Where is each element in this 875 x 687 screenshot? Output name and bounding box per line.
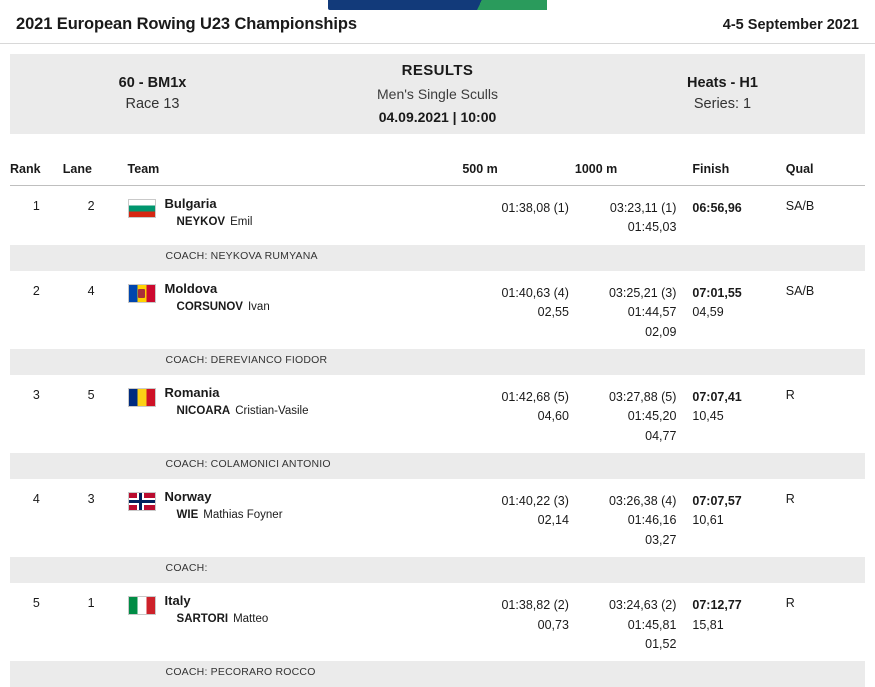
cell-lane: 3 bbox=[63, 479, 120, 557]
athlete-lastname: WIE bbox=[177, 509, 199, 521]
coach-spacer bbox=[63, 245, 120, 271]
athlete-firstname: Cristian-Vasile bbox=[235, 405, 308, 417]
coach-name: COACH: DEREVIANCO FIODOR bbox=[120, 349, 865, 375]
team-text bbox=[165, 197, 253, 228]
cell-rank: 3 bbox=[10, 375, 63, 453]
cell-lane: 2 bbox=[63, 186, 120, 245]
cell-team bbox=[120, 271, 463, 349]
coach-spacer bbox=[63, 453, 120, 479]
flag-icon-romania bbox=[128, 388, 156, 407]
split-delta: 04,60 bbox=[463, 407, 569, 426]
coach-name: COACH: NEYKOVA RUMYANA bbox=[120, 245, 865, 271]
coach-spacer bbox=[10, 453, 63, 479]
page-title: 2021 European Rowing U23 Championships bbox=[16, 15, 357, 34]
athlete-lastname: SARTORI bbox=[177, 613, 229, 625]
race-info-band bbox=[10, 54, 865, 134]
cell-500m: 01:38,82 (2) 00,73 bbox=[462, 583, 575, 661]
cell-finish: 06:56,96 bbox=[682, 186, 777, 245]
flag-icon-italy bbox=[128, 596, 156, 615]
team-text bbox=[165, 282, 270, 313]
split-delta: 02,09 bbox=[576, 323, 677, 342]
coach-spacer bbox=[63, 349, 120, 375]
event-dates: 4-5 September 2021 bbox=[723, 17, 859, 33]
cell-1000m: 03:24,63 (2) 01:45,81 01,52 bbox=[575, 583, 683, 661]
results-table-body bbox=[10, 186, 865, 687]
col-qual: Qual bbox=[778, 156, 865, 186]
table-row[interactable] bbox=[10, 375, 865, 453]
cell-team bbox=[120, 479, 463, 557]
athlete-firstname: Mathias Foyner bbox=[203, 509, 282, 521]
flag-icon-norway bbox=[128, 492, 156, 511]
coach-spacer bbox=[10, 557, 63, 583]
split-segment-time: 01:46,16 bbox=[576, 511, 677, 530]
split-delta: 02,14 bbox=[463, 511, 569, 530]
table-row[interactable] bbox=[10, 479, 865, 557]
race-number: Race 13 bbox=[10, 94, 295, 115]
split-segment-time: 01:45,20 bbox=[576, 407, 677, 426]
coach-spacer bbox=[63, 661, 120, 687]
table-header-row bbox=[10, 156, 865, 186]
results-table-head bbox=[10, 156, 865, 186]
col-lane: Lane bbox=[63, 156, 120, 186]
cell-qual: R bbox=[778, 583, 865, 661]
table-row[interactable] bbox=[10, 583, 865, 661]
coach-spacer bbox=[10, 661, 63, 687]
cell-finish: 07:01,55 04,59 bbox=[682, 271, 777, 349]
athlete-name bbox=[165, 405, 309, 417]
flag-icon-bulgaria bbox=[128, 199, 156, 218]
cell-1000m: 03:23,11 (1) 01:45,03 bbox=[575, 186, 683, 245]
split-delta: 04,77 bbox=[576, 427, 677, 446]
race-datetime: 04.09.2021 | 10:00 bbox=[295, 107, 580, 127]
cell-finish: 07:07,57 10,61 bbox=[682, 479, 777, 557]
split-delta: 02,55 bbox=[463, 303, 569, 322]
athlete-firstname: Emil bbox=[230, 216, 252, 228]
split-delta: 03,27 bbox=[576, 531, 677, 550]
split-delta: 00,73 bbox=[463, 616, 569, 635]
cell-rank: 4 bbox=[10, 479, 63, 557]
country-name: Moldova bbox=[165, 282, 270, 297]
coach-row bbox=[10, 245, 865, 271]
event-banner bbox=[0, 0, 875, 10]
split-segment-time: 01:45,03 bbox=[576, 218, 677, 237]
athlete-lastname: NEYKOV bbox=[177, 216, 226, 228]
cell-rank: 5 bbox=[10, 583, 63, 661]
results-info bbox=[295, 60, 580, 127]
col-team: Team bbox=[120, 156, 463, 186]
split-segment-time: 01:45,81 bbox=[576, 616, 677, 635]
finish-delta: 10,61 bbox=[692, 511, 771, 530]
round-label: Heats - H1 bbox=[580, 73, 865, 94]
team-text bbox=[165, 490, 283, 521]
athlete-name bbox=[165, 301, 270, 313]
cell-500m: 01:42,68 (5) 04,60 bbox=[462, 375, 575, 453]
cell-team bbox=[120, 583, 463, 661]
coach-name: COACH: COLAMONICI ANTONIO bbox=[120, 453, 865, 479]
event-code: 60 - BM1x bbox=[10, 73, 295, 94]
finish-delta: 04,59 bbox=[692, 303, 771, 322]
table-row[interactable] bbox=[10, 186, 865, 245]
cell-500m: 01:40,63 (4) 02,55 bbox=[462, 271, 575, 349]
coach-row bbox=[10, 661, 865, 687]
col-finish: Finish bbox=[682, 156, 777, 186]
col-rank: Rank bbox=[10, 156, 63, 186]
flag-icon-moldova bbox=[128, 284, 156, 303]
cell-500m: 01:40,22 (3) 02,14 bbox=[462, 479, 575, 557]
round-info bbox=[580, 73, 865, 115]
cell-finish: 07:07,41 10,45 bbox=[682, 375, 777, 453]
cell-1000m: 03:26,38 (4) 01:46,16 03,27 bbox=[575, 479, 683, 557]
cell-lane: 4 bbox=[63, 271, 120, 349]
cell-rank: 1 bbox=[10, 186, 63, 245]
cell-qual: R bbox=[778, 479, 865, 557]
athlete-lastname: NICOARA bbox=[177, 405, 231, 417]
cell-qual: SA/B bbox=[778, 186, 865, 245]
coach-spacer bbox=[10, 349, 63, 375]
cell-lane: 5 bbox=[63, 375, 120, 453]
cell-finish: 07:12,77 15,81 bbox=[682, 583, 777, 661]
event-name: Men's Single Sculls bbox=[295, 84, 580, 104]
athlete-name bbox=[165, 613, 269, 625]
athlete-name bbox=[165, 216, 253, 228]
country-name: Norway bbox=[165, 490, 283, 505]
coach-spacer bbox=[10, 245, 63, 271]
col-1000m: 1000 m bbox=[575, 156, 683, 186]
athlete-name bbox=[165, 509, 283, 521]
finish-delta: 15,81 bbox=[692, 616, 771, 635]
flag-detail bbox=[129, 500, 155, 503]
athlete-firstname: Matteo bbox=[233, 613, 268, 625]
cell-500m: 01:38,08 (1) bbox=[462, 186, 575, 245]
country-name: Bulgaria bbox=[165, 197, 253, 212]
team-text bbox=[165, 386, 309, 417]
cell-team bbox=[120, 375, 463, 453]
split-segment-time: 01:44,57 bbox=[576, 303, 677, 322]
cell-qual: R bbox=[778, 375, 865, 453]
event-logo bbox=[328, 0, 547, 10]
coach-name: COACH: PECORARO ROCCO bbox=[120, 661, 865, 687]
country-name: Romania bbox=[165, 386, 309, 401]
cell-lane: 1 bbox=[63, 583, 120, 661]
cell-team bbox=[120, 186, 463, 245]
coach-row bbox=[10, 557, 865, 583]
country-name: Italy bbox=[165, 594, 269, 609]
split-delta: 01,52 bbox=[576, 635, 677, 654]
cell-qual: SA/B bbox=[778, 271, 865, 349]
cell-rank: 2 bbox=[10, 271, 63, 349]
page-header bbox=[0, 10, 875, 44]
series-label: Series: 1 bbox=[580, 94, 865, 115]
athlete-firstname: Ivan bbox=[248, 301, 270, 313]
cell-1000m: 03:25,21 (3) 01:44,57 02,09 bbox=[575, 271, 683, 349]
race-event-info bbox=[10, 73, 295, 115]
coach-spacer bbox=[63, 557, 120, 583]
table-row[interactable] bbox=[10, 271, 865, 349]
results-table bbox=[10, 156, 865, 687]
coach-row bbox=[10, 453, 865, 479]
coach-row bbox=[10, 349, 865, 375]
athlete-lastname: CORSUNOV bbox=[177, 301, 243, 313]
results-label: RESULTS bbox=[295, 60, 580, 82]
results-table-wrapper bbox=[10, 156, 865, 687]
cell-1000m: 03:27,88 (5) 01:45,20 04,77 bbox=[575, 375, 683, 453]
coach-name: COACH: bbox=[120, 557, 865, 583]
team-text bbox=[165, 594, 269, 625]
logo-swoosh-icon bbox=[451, 0, 547, 10]
col-500m: 500 m bbox=[462, 156, 575, 186]
finish-delta: 10,45 bbox=[692, 407, 771, 426]
